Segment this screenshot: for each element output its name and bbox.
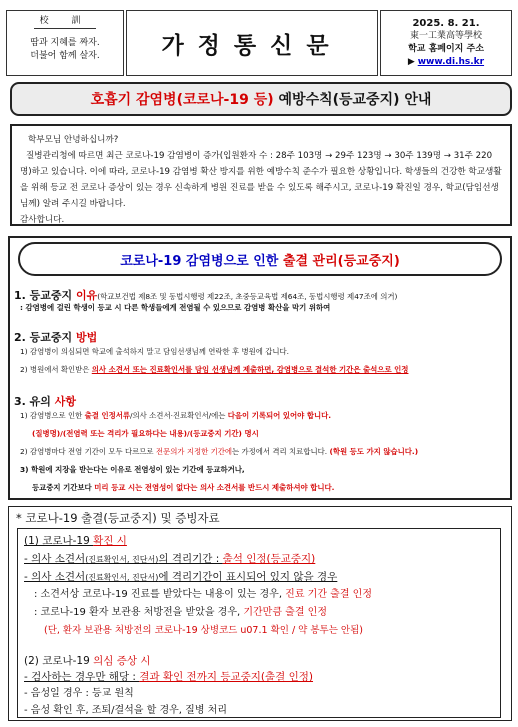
- confirmed-line-1: - 의사 소견서(진료확인서, 진단서)의 격리기간 : 출석 인정(등교중지): [24, 553, 316, 565]
- suspected-heading: (2) 코로나-19 의심 증상 시: [24, 655, 151, 667]
- notice-banner: [10, 82, 512, 116]
- banner-title-black: 예방수칙(등교중지) 안내: [273, 92, 432, 108]
- issue-date: 2025. 8. 21.: [412, 18, 480, 29]
- method-heading: 2. 등교중지 방법: [14, 331, 98, 344]
- caution-line-3: 3) 학원에 지장을 받는다는 이유로 전염성이 있는 기간에 등교하거나,: [20, 465, 245, 474]
- school-info-box: [380, 10, 512, 76]
- attendance-section-title: [18, 242, 502, 276]
- intro-thanks: 감사합니다.: [20, 215, 65, 225]
- method-line-2: 2) 병원에서 확인받은 의사 소견서 또는 진료확인서를 담임 선생님께 제출하면, 감염병으로 결석한 기간은 출석으로 인정: [20, 365, 409, 374]
- newsletter-title-box: [126, 10, 378, 76]
- confirmed-line-5: (단, 환자 보관용 처방전의 코로나-19 상병코드 u07.1 확인 / 약 봉투는 안됨): [44, 625, 363, 636]
- confirmed-line-2: - 의사 소견서(진료확인서, 진단서)에 격리기간이 표시되어 있지 않을 경우: [24, 571, 338, 583]
- evidence-section-title: * 코로나-19 출결(등교중지) 및 증빙자료: [16, 511, 220, 525]
- section-title-red: 출결 관리(등교중지): [282, 253, 400, 269]
- section-title-blue: 코로나-19 감염병으로 인한: [120, 253, 283, 269]
- confirmed-line-3: : 소견서상 코로나-19 진료를 받았다는 내용이 있는 경우, 진료 기간 출결 인정: [34, 589, 372, 600]
- suspected-line-3: - 음성 확인 후, 조퇴/결석을 할 경우, 질병 처리: [24, 705, 227, 716]
- intro-body: 질병관리청에 따르면 최근 코로나-19 감염병이 증가(입원환자 수 : 28주 103명 → 29주 123명 → 30주 139명 → 31주 220명)하고 있습니다. 이에 따라, 코로나-19 감염병 확산 방지를 위한 예방수칙 준수가 필요한 상황입니다. 학생들의 건강한 학교생활을 위해 등교 전 코로나 증상이 있는 경우 신속하게 병원 진료를 받을 수 있도록 해주시고, 코로나-19 확진일 경우, 학교(담임선생님께) 알려 주시길 바랍니다.: [20, 151, 502, 209]
- newsletter-title: 가정통신문: [161, 31, 343, 59]
- arrow-right-icon: ▶: [407, 57, 418, 67]
- homepage-link[interactable]: www.di.hs.kr: [417, 57, 485, 67]
- caution-heading: 3. 유의 사항: [14, 395, 77, 408]
- caution-line-4: 등교중지 기간보다 미리 등교 시는 전염성이 없다는 의사 소견서를 반드시 제출하셔야 합니다.: [32, 483, 335, 492]
- suspected-line-2: - 음성일 경우 : 등교 원칙: [24, 688, 134, 699]
- method-line-1: 1) 감염병이 의심되면 학교에 출석하지 말고 담임선생님께 연락한 후 병원에 갑니다.: [20, 347, 290, 356]
- confirmed-heading: (1) 코로나-19 확진 시: [24, 535, 127, 547]
- school-motto-box: [6, 10, 124, 76]
- caution-line-1: 1) 감염병으로 인한 출결 인정서류/의사 소견서·진료확인서/에는 다음이 기록되어 있어야 합니다.: [20, 411, 332, 420]
- reason-line: : 감염병에 걸린 학생이 등교 시 다른 학생들에게 전염될 수 있으므로 감염병 확산을 막기 위하여: [20, 303, 331, 312]
- banner-title-red: 호흡기 감염병(코로나-19 등): [90, 92, 274, 108]
- motto-line-1: 땀과 지혜를 짜자.: [30, 38, 100, 48]
- confirmed-line-4: : 코로나-19 환자 보관용 처방전을 받았을 경우, 기간만큼 출결 인정: [34, 607, 327, 618]
- suspected-line-1: - 검사하는 경우만 해당 : 결과 확인 전까지 등교중지(출결 인정): [24, 671, 314, 683]
- school-name: 東一工業高等學校: [409, 31, 482, 41]
- caution-line-1-detail: (질병명)/(전염력 또는 격리가 필요하다는 내용)/(등교중지 기간) 명시: [32, 429, 259, 438]
- homepage-label: 학교 홈페이지 주소: [408, 44, 484, 54]
- homepage-link-row: [381, 56, 511, 69]
- intro-greeting: 학부모님 안녕하십니까?: [28, 135, 119, 145]
- motto-line-2: 더불어 함께 살자.: [30, 51, 100, 61]
- motto-title: 校 訓: [34, 15, 97, 29]
- intro-box: [10, 124, 512, 226]
- caution-line-2: 2) 감염병마다 전염 기간이 모두 다르므로 전문의가 지정한 기간에는 가정에서 격리 치료합니다. (학원 등도 가지 않습니다.): [20, 447, 419, 456]
- reason-heading: 1. 등교중지 이유(학교보건법 제8조 및 동법시행령 제22조, 초중등교육법 제64조, 동법시행령 제47조에 의거): [14, 289, 398, 302]
